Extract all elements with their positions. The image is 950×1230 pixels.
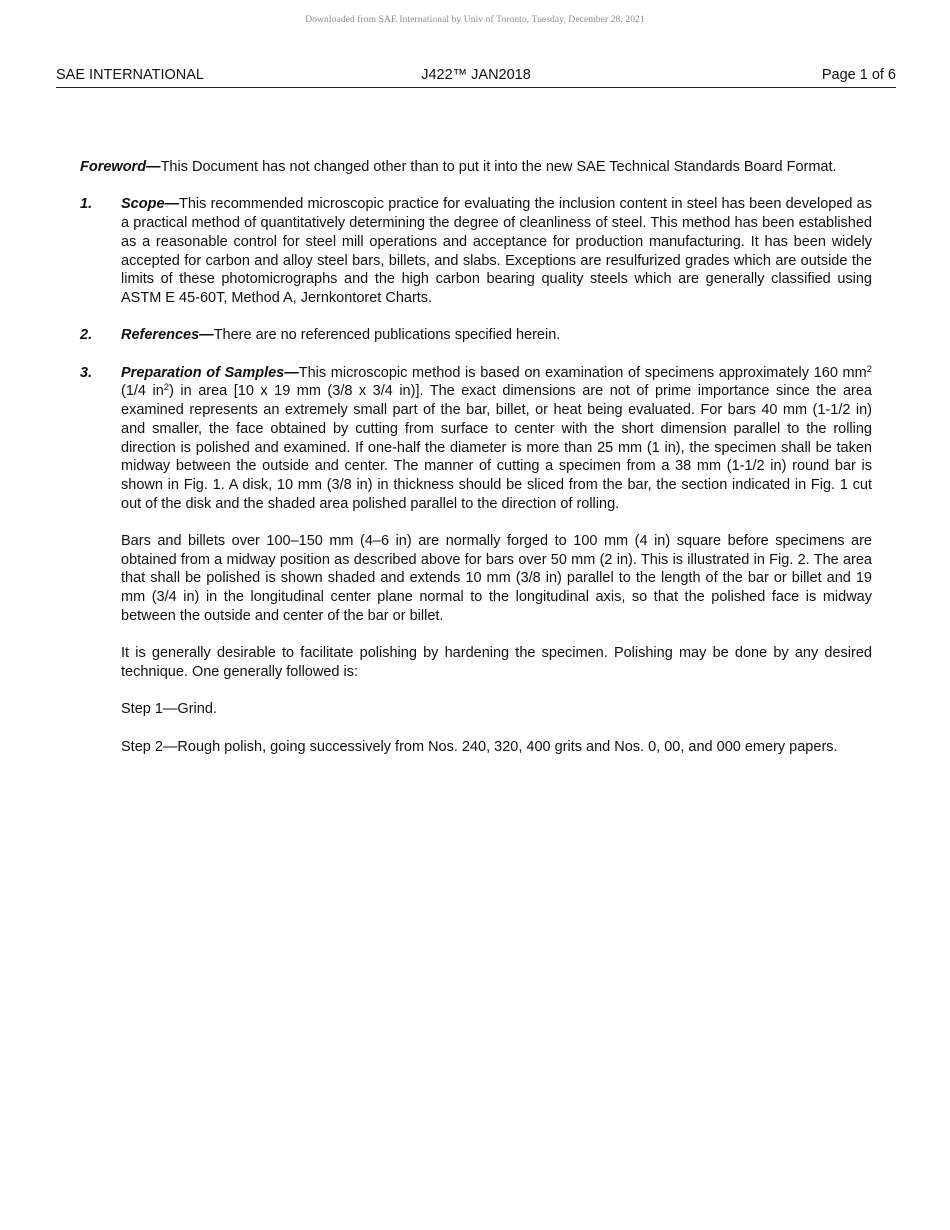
section-preparation bbox=[80, 364, 872, 514]
section-heading: Scope— bbox=[121, 196, 180, 213]
step-2: Step 2—Rough polish, going successively from Nos. 240, 320, 400 grits and Nos. 0, 00, and 000 emery papers. bbox=[121, 738, 838, 755]
paragraph-polishing: It is generally desirable to facilitate polishing by hardening the specimen. Polishing may be done by any desired technique. One generally followed is: bbox=[121, 645, 872, 680]
foreword-text: This Document has not changed other than to put it into the new SAE Technical Standards Board Format. bbox=[160, 159, 837, 175]
section-heading: Preparation of Samples— bbox=[121, 364, 299, 381]
section-number: 2. bbox=[80, 327, 93, 344]
superscript: 2 bbox=[866, 363, 872, 375]
section-references bbox=[80, 326, 872, 345]
section-body bbox=[121, 364, 872, 514]
section-text: This recommended microscopic practice for evaluating the inclusion content in steel has been developed as a practical method of quantitatively determining the degree of cleanliness of steel. This method has been established as a reasonable control for steel mill operations and acceptance for production manufacturing. It has been widely accepted for carbon and alloy steel bars, billets, and slabs. Exceptions are resulfurized grades which are outside the limits of these photomicrographs and the high carbon bearing quality steels which are generally classified using ASTM E 45-60T, Method A, Jernkontoret Charts. bbox=[121, 196, 872, 306]
section-text: (1/4 in bbox=[121, 383, 164, 400]
step-1: Step 1—Grind. bbox=[121, 701, 217, 718]
page-header bbox=[56, 67, 896, 88]
paragraph-bars-billets: Bars and billets over 100–150 mm (4–6 in) are normally forged to 100 mm (4 in) square before specimens are obtained from a midway position as described above for bars over 50 mm (2 in). This is illustrated in Fig. 2. The area that shall be polished is shown shaded and extends 10 mm (3/8 in) parallel to the length of the bar or billet and 19 mm (3/4 in) in the longitudinal center plane normal to the longitudinal axis, so that the polished face is midway between the outside and center of the bar or billet. bbox=[121, 533, 872, 624]
foreword-paragraph bbox=[80, 158, 872, 177]
page-number: Page 1 of 6 bbox=[821, 67, 896, 83]
section-text: There are no referenced publications specified herein. bbox=[213, 327, 561, 344]
foreword-label: Foreword— bbox=[80, 159, 161, 175]
section-text: This microscopic method is based on examination of specimens approximately 160 mm bbox=[298, 364, 867, 381]
superscript: 2 bbox=[163, 382, 170, 394]
section-heading: References— bbox=[121, 327, 214, 344]
section-number: 1. bbox=[80, 196, 93, 213]
document-body bbox=[80, 158, 872, 775]
section-text: ) in area [10 x 19 mm (3/8 x 3/4 in)]. The exact dimensions are not of prime importance since the area examined represents an extremely small part of the bar, billet, or heat being evaluated. For bars 40 mm (1-1/2 in) and smaller, the face obtained by cutting from surface to center with the short dimension parallel to the rolling direction is polished and examined. If one-half the diameter is more than 25 mm (1 in), the specimen shall be taken midway between the outside and center. The manner of cutting a specimen from a 38 mm (1-1/2 in) round bar is shown in Fig. 1. A disk, 10 mm (3/8 in) in thickness should be sliced from the bar, the section indicated in Fig. 1 cut out of the disk and the shaded area polished parallel to the direction of rolling. bbox=[121, 383, 872, 512]
section-number: 3. bbox=[80, 364, 93, 381]
publisher-name: SAE INTERNATIONAL bbox=[56, 67, 204, 83]
section-body bbox=[121, 326, 872, 345]
section-scope bbox=[80, 195, 872, 307]
document-number: J422™ JAN2018 bbox=[421, 67, 531, 83]
download-watermark: Downloaded from SAE International by Univ of Toronto, Tuesday, December 28, 2021 bbox=[305, 15, 645, 25]
section-body bbox=[121, 195, 872, 307]
